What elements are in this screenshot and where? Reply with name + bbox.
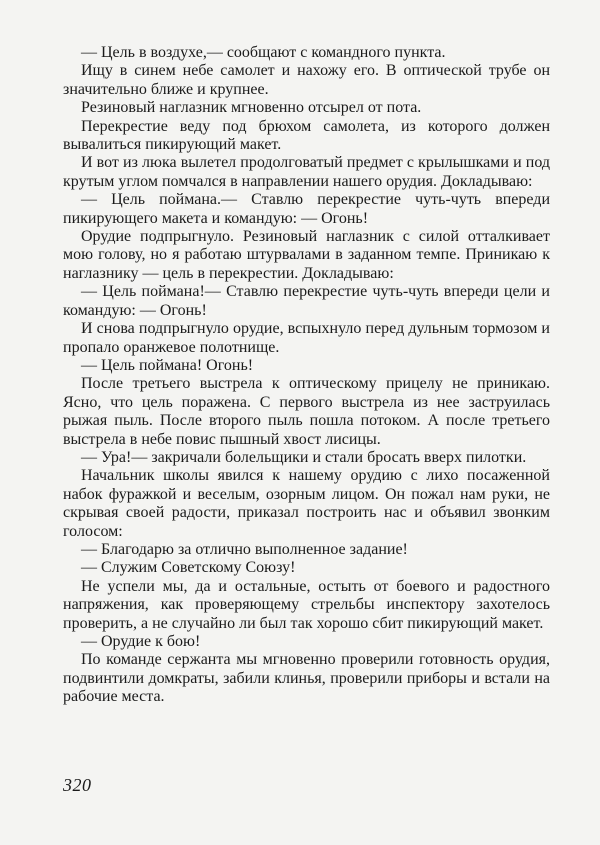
paragraph: После третьего выстрела к оптическому прицелу не приникаю. Ясно, что цель поражена. С первого выстрела из нее заструилась рыжая пыль. После второго пыль пошла потоком. А после третьего выстрела в небе повис пышный хвост лисицы. xyxy=(63,375,550,448)
paragraph: Ищу в синем небе самолет и нахожу его. В оптической трубе он значительно ближе и крупнее. xyxy=(63,62,550,98)
paragraph: И вот из люка вылетел продолговатый предмет с крылышками и под крутым углом помчался в направлении нашего орудия. Докладываю: xyxy=(63,154,550,190)
paragraph: — Цель в воздухе,— сообщают с командного пункта. xyxy=(81,44,446,61)
paragraph: — Цель поймана.— Ставлю перекрестие чуть-чуть впереди пикирующего макета и командую: — Огонь! xyxy=(63,191,550,227)
paragraph: — Цель поймана! Огонь! xyxy=(81,356,254,374)
paragraph: И снова подпрыгнуло орудие, вспыхнуло перед дульным тормозом и пропало оранжевое полотнище. xyxy=(63,320,550,356)
paragraph: Резиновый наглазник мгновенно отсырел от пота. xyxy=(81,99,422,117)
page-number: 320 xyxy=(63,775,92,795)
paragraph: — Служим Советскому Союзу! xyxy=(81,559,296,577)
paragraph: Перекрестие веду под брюхом самолета, из которого должен вывалиться пикирующий макет. xyxy=(63,117,550,154)
paragraph: — Благодарю за отлично выполненное задание! xyxy=(81,540,408,558)
paragraph: Не успели мы, да и остальные, остыть от боевого и радостного напряжения, как проверяющему стрельбы инспектору захотелось проверить, а не случайно ли был так хорошо сбит пикирующий макет. xyxy=(63,577,550,632)
paragraph: По команде сержанта мы мгновенно проверили готовность орудия, подвинтили домкраты, забили клинья, проверили приборы и встали на рабочие места. xyxy=(63,651,550,706)
paragraph: Орудие подпрыгнуло. Резиновый наглазник с силой отталкивает мою голову, но я работаю штурвалами в заданном темпе. Приникаю к наглазнику — цель в перекрестии. Докладываю: xyxy=(63,228,550,282)
paragraph: — Орудие к бою! xyxy=(81,633,201,650)
paragraph: — Ура!— закричали болельщики и стали бросать вверх пилотки. xyxy=(81,448,527,466)
body-text xyxy=(63,44,550,707)
paragraph: — Цель поймана!— Ставлю перекрестие чуть-чуть впереди цели и командую: — Огонь! xyxy=(63,283,550,319)
paragraph: Начальник школы явился к нашему орудию с лихо посаженной набок фуражкой и веселым, озорным лицом. Он пожал нам руки, не скрывая своей радости, приказал построить нас и объявил звонким голосом: xyxy=(63,467,550,540)
